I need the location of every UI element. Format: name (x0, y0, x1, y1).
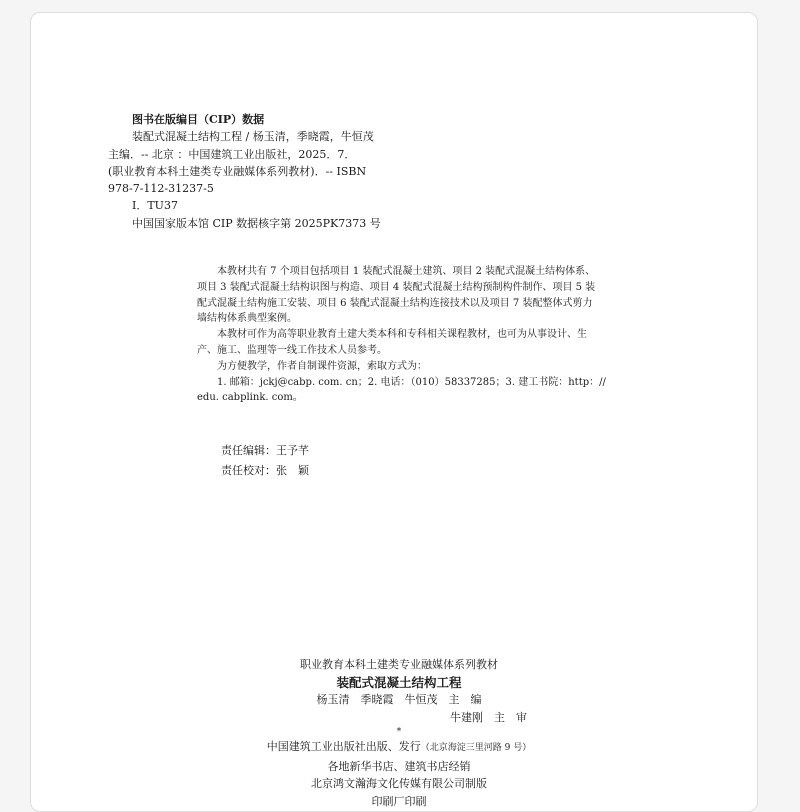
content-summary (197, 264, 606, 406)
cip-heading: 图书在版编目（CIP）数据 (132, 113, 265, 126)
book-copyright-page (30, 12, 758, 812)
printer: 印刷厂印刷 (371, 794, 427, 808)
cip-line: 装配式混凝土结构工程 / 杨玉清，季晓霞，牛恒茂 (132, 130, 374, 144)
responsibility-block (221, 441, 309, 481)
contact-info-continued: edu. cabplink. com。 (197, 392, 303, 404)
plate-maker: 北京鸿文瀚海文化传媒有限公司制版 (311, 777, 487, 790)
separator-star: * (396, 727, 402, 737)
summary-paragraph: 为方便教学，作者自制课件资源，索取方式为： (217, 360, 427, 372)
responsible-editor: 责任编辑：王予芊 (221, 444, 309, 457)
cip-line: Ⅰ．TU37 (132, 199, 178, 213)
series-name: 职业教育本科土建类专业融媒体系列教材 (300, 658, 498, 671)
publisher: 中国建筑工业出版社出版、发行 (266, 740, 421, 753)
responsible-proofreader: 责任校对：张 颖 (221, 464, 309, 477)
cip-line: 中国国家版本馆 CIP 数据核字第 2025PK7373 号 (132, 216, 381, 230)
publisher-line (231, 738, 567, 758)
distributor: 各地新华书店、建筑书店经销 (327, 759, 471, 773)
contact-info: 1. 邮箱：jckj@cabp. com. cn；2. 电话：（010）58337285；3. 建工书院：http：// (217, 376, 606, 388)
summary-paragraph: 本教材共有 7 个项目包括项目 1 装配式混凝土建筑、项目 2 装配式混凝土结构体系、项目 3 装配式混凝土结构识图与构造、项目 4 装配式混凝土结构预制构件制作、项目 5 装配式混凝土结构施工安装、项目 6 装配式混凝土结构连接技术以及项目 7 装配整体式剪力墙结构体系典型案例。 (197, 266, 596, 325)
cip-line: 主编．-- 北京 ：中国建筑工业出版社，2025．7． (108, 147, 356, 161)
publisher-address: （北京海淀三里河路 9 号） (420, 743, 532, 753)
imprint-block (231, 656, 567, 810)
cip-line: 978-7-112-31237-5 (108, 182, 214, 196)
cip-line: (职业教育本科土建类专业融媒体系列教材)．-- ISBN (108, 164, 367, 178)
cip-data-block (108, 111, 438, 232)
chief-editors: 杨玉清 季晓霞 牛恒茂 主 编 (316, 693, 482, 706)
chief-reviewer: 牛建刚 主 审 (450, 710, 527, 724)
summary-paragraph: 本教材可作为高等职业教育土建大类本科和专科相关课程教材，也可为从事设计、生产、施工、监理等一线工作技术人员参考。 (197, 329, 587, 356)
book-title: 装配式混凝土结构工程 (336, 674, 462, 690)
